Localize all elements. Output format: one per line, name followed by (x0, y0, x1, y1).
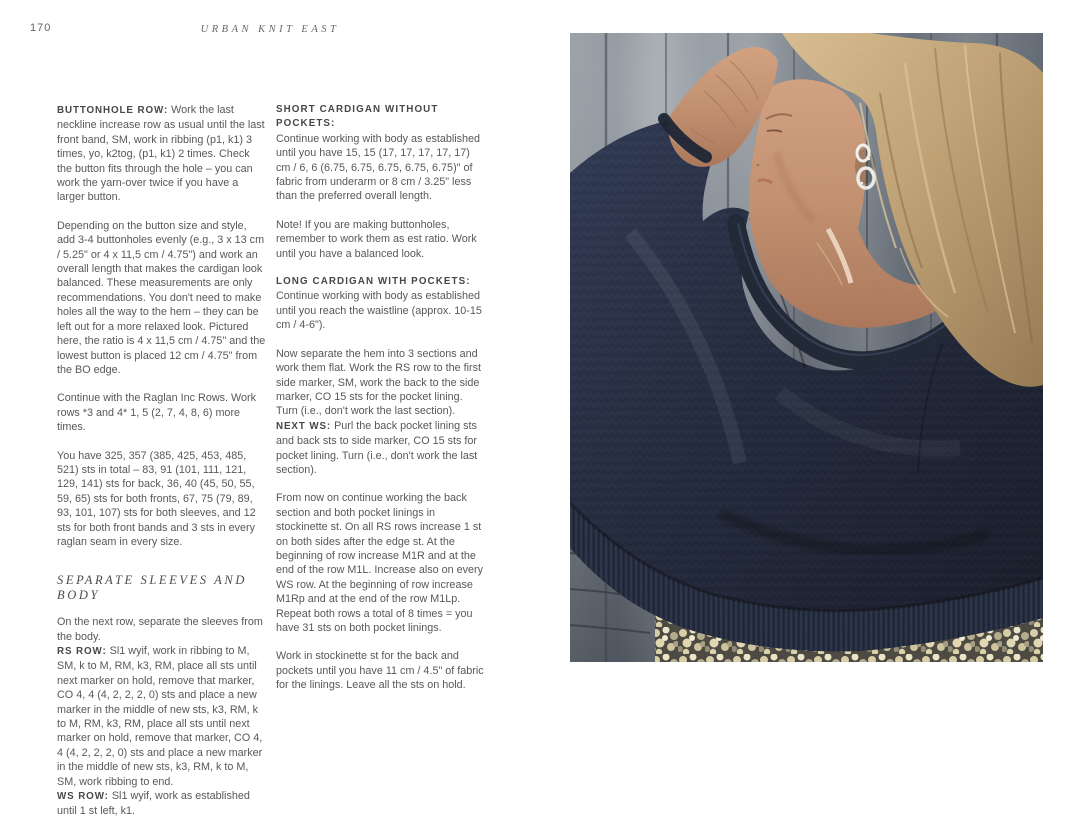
paragraph: Work in stockinette st for the back and pockets until you have 11 cm / 4.5" of fabric for the linings. Leave all the sts on hold. (276, 650, 484, 692)
paragraph-lead: WS ROW: (57, 791, 109, 803)
paragraph: You have 325, 357 (385, 425, 453, 485, 521) sts in total – 83, 91 (101, 111, 121, 129, 141) sts for back, 36, 40 (45, 50, 55, 59, 65) sts for both fronts, 67, 75 (79, 89, 93, 101, 107) sts for both sleeves, and 12 sts for both front bands and 3 sts in every raglan seam in every size. (57, 449, 256, 548)
paragraph-next-ws (276, 419, 485, 478)
paragraph-buttonhole-row (57, 103, 266, 205)
photo-illustration (570, 33, 1043, 662)
paragraph-ws-row (57, 789, 266, 819)
paragraph-lead: RS ROW: (57, 646, 107, 657)
paragraph-text: Work the last neckline increase row as usual until the last front band, SM, work in ribbing (p1, k1) 3 times, yo, k2tog, (p1, k1) 2 times. Check the button fits through the hole – you can work the yarn-over twice if you have a larger button. (57, 104, 265, 204)
paragraph: On the next row, separate the sleeves from the body. (57, 616, 263, 643)
photo-woman-in-navy-knit-sweater (570, 33, 1043, 662)
page-number: 170 (30, 22, 52, 34)
paragraph: Depending on the button size and style, add 3-4 buttonholes evenly (e.g., 3 x 13 cm / 5.25" or 4 x 11,5 cm / 4.75") and work an overall length that makes the cardigan look balanced. These measurements are only recommendations. You don't need to make holes all the way to the hem – they can be left out for a more relaxed look. Pictured here, the ratio is 4 x 11,5 cm / 4.75" and the lowest button is placed 12 cm / 4.75" from the BO edge. (57, 219, 266, 376)
paragraph: Continue with the Raglan Inc Rows. Work rows *3 and 4* 1, 5 (2, 7, 4, 8, 6) more times. (57, 392, 257, 434)
paragraph-rs-row (57, 644, 266, 789)
paragraph-text: Sl1 wyif, work as established until 1 st left, k1. (57, 790, 250, 818)
subheading-long-cardigan: LONG CARDIGAN WITH POCKETS: (276, 276, 471, 288)
photo-grain-overlay (570, 33, 1043, 662)
running-header: URBAN KNIT EAST (200, 24, 340, 35)
paragraph-text: Purl the back pocket lining sts and back sts to side marker, CO 15 sts for pocket lining. Turn (i.e., don't work the last section). (276, 419, 478, 476)
paragraph: Continue working with body as established until you reach the waistline (approx. 10-15 cm / 4-6"). (276, 290, 482, 332)
paragraph-text: Sl1 wyif, work in ribbing to M, SM, k to M, RM, k3, RM, place all sts until next marker on hold, remove that marker, CO 4, 4 (4, 2, 2, 2, 0) sts and place a new marker in the middle of new sts, k3, RM, k to M, RM, k3, RM, place all sts until next marker on hold, remove that marker, CO 4, 4 (4, 2, 2, 2, 0) sts and place a new marker in the middle of new sts, k3, RM, k to M, SM, work ribbing to end. (57, 645, 263, 788)
subheading-short-cardigan: SHORT CARDIGAN WITHOUT POCKETS: (276, 104, 439, 130)
paragraph: Note! If you are making buttonholes, remember to work them as est ratio. Work until you have a balanced look. (276, 218, 477, 260)
paragraph-lead: BUTTONHOLE ROW: (57, 105, 169, 116)
section-heading-separate-sleeves: SEPARATE SLEEVES AND BODY (57, 573, 247, 602)
text-column-left (57, 103, 266, 833)
text-column-right (276, 103, 485, 707)
paragraph-lead: NEXT WS: (276, 420, 332, 432)
paragraph: Now separate the hem into 3 sections and work them flat. Work the RS row to the first side marker, SM, work the back to the side marker, CO 15 sts for the pocket lining. Turn (i.e., don't work the last section). (276, 347, 482, 418)
paragraph: Continue working with body as established until you have 15, 15 (17, 17, 17, 17, 17) cm / 6, 6 (6.75, 6.75, 6.75, 6.75, 6.75)" of fabric from underarm or 8 cm / 3.25" less than the preferred overall length. (276, 132, 481, 203)
paragraph: From now on continue working the back section and both pocket linings in stockinette st. On all RS rows increase 1 st on both sides after the edge st. At the beginning of row increase M1R and at the end of the row M1L. Increase also on every WS row. At the beginning of row increase M1Rp and at the end of the row M1Lp. Repeat both rows a total of 8 times = you have 31 sts on both pocket linings. (276, 492, 484, 634)
